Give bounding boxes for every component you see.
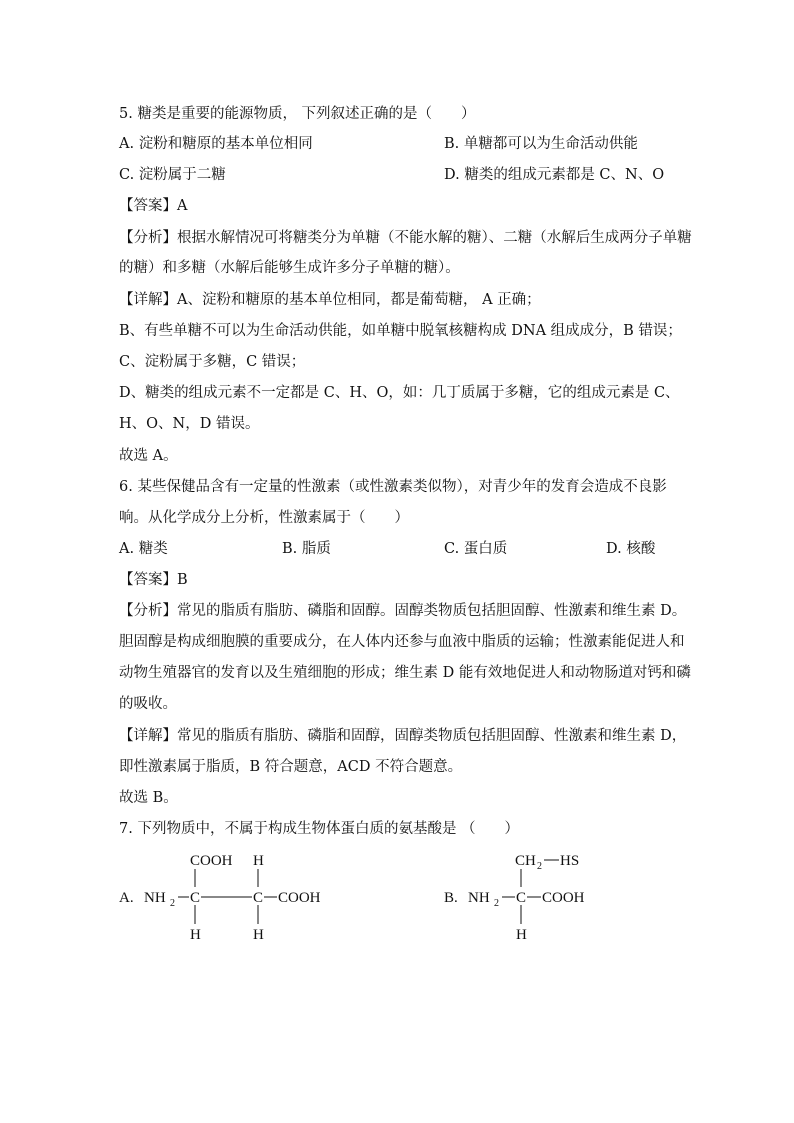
q5-conclusion: 故选 A。 [119,448,178,464]
q7-stem: 7. 下列物质中，不属于构成生物体蛋白质的氨基酸是 （ ） [119,821,520,837]
q7-a-top-h: H [253,853,264,869]
q7-a-second-carbon: C [253,890,264,906]
q5-detail-line-4: D、糖类的组成元素不一定都是 C、H、O，如：几丁质属于多糖，它的组成元素是 C、 [119,385,680,401]
q7-b-alpha-carbon: C [516,890,527,906]
q7-b-right-cooh: COOH [542,890,585,906]
q7-b-nh-subscript: 2 [494,898,499,909]
q6-answer: 【答案】B [119,572,188,588]
q7-b-bottom-h: H [516,927,527,943]
q6-option-a: A. 糖类 [119,541,168,557]
q6-analysis-line-2: 胆固醇是构成细胞膜的重要成分，在人体内还参与血液中脂质的运输；性激素能促进人和 [119,634,685,650]
q7-b-ch: CH [515,853,536,869]
q7-a-bottom-h-1: H [190,927,201,943]
q7-a-right-cooh: COOH [278,890,321,906]
q5-option-c: C. 淀粉属于二糖 [119,167,226,183]
q6-conclusion: 故选 B。 [119,790,178,806]
q5-analysis-line-1: 【分析】根据水解情况可将糖类分为单糖（不能水解的糖）、二糖（水解后生成两分子单糖 [119,230,692,246]
q6-stem-line-2: 响。从化学成分上分析，性激素属于（ ） [119,510,409,526]
q5-detail-line-2: B、有些单糖不可以为生命活动供能，如单糖中脱氧核糖构成 DNA 组成成分，B 错误； [119,323,682,339]
q5-analysis-line-2: 的糖）和多糖（水解后能够生成许多分子单糖的糖）。 [119,260,460,276]
q5-answer: 【答案】A [119,198,188,214]
q7-option-b-structure [440,848,610,948]
q5-option-b: B. 单糖都可以为生命活动供能 [444,136,638,152]
q6-analysis-line-3: 动物生殖器官的发育以及生殖细胞的形成；维生素 D 能有效地促进人和动物肠道对钙和磷 [119,665,691,681]
q7-a-label: A. [119,890,134,906]
q5-option-a: A. 淀粉和糖原的基本单位相同 [119,136,313,152]
q6-option-c: C. 蛋白质 [444,541,508,557]
q5-detail-line-1: 【详解】A、淀粉和糖原的基本单位相同，都是葡萄糖， A 正确； [119,292,541,308]
q7-b-label: B. [444,890,458,906]
q7-a-nh: NH [144,890,166,906]
q7-b-nh: NH [468,890,490,906]
q6-analysis-line-1: 【分析】常见的脂质有脂肪、磷脂和固醇。固醇类物质包括胆固醇、性激素和维生素 D。 [119,603,687,619]
q7-option-a-structure [115,848,345,948]
q7-b-ch-subscript: 2 [537,861,542,872]
q6-option-d: D. 核酸 [606,541,656,557]
q7-a-top-cooh: COOH [190,853,233,869]
q6-detail-line-2: 即性激素属于脂质，B 符合题意，ACD 不符合题意。 [119,759,463,775]
q7-a-alpha-carbon: C [190,890,201,906]
q6-analysis-line-4: 的吸收。 [119,696,177,712]
q5-stem: 5. 糖类是重要的能源物质， 下列叙述正确的是（ ） [119,106,476,122]
q6-detail-line-1: 【详解】常见的脂质有脂肪、磷脂和固醇，固醇类物质包括胆固醇、性激素和维生素 D， [119,728,687,744]
q6-option-b: B. 脂质 [282,541,331,557]
q7-b-hs: HS [560,853,580,869]
q6-stem-line-1: 6. 某些保健品含有一定量的性激素（或性激素类似物），对青少年的发育会造成不良影 [119,479,667,495]
q5-detail-line-5: H、O、N，D 错误。 [119,416,260,432]
q5-detail-line-3: C、淀粉属于多糖，C 错误； [119,354,306,370]
q7-a-bottom-h-2: H [253,927,264,943]
q5-option-d: D. 糖类的组成元素都是 C、N、O [444,167,665,183]
q7-a-nh-subscript: 2 [170,898,175,909]
